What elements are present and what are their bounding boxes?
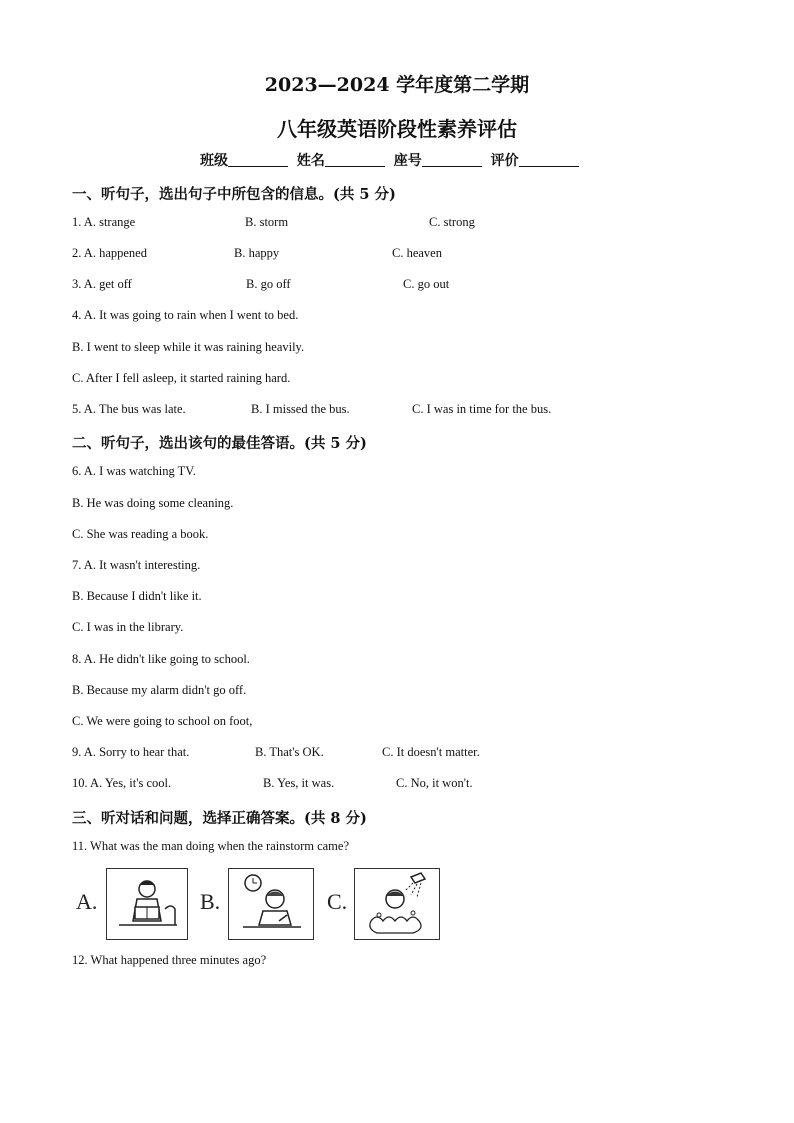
q3-option-b: B. go off <box>246 277 291 291</box>
q11-picture-c <box>354 868 440 940</box>
name-blank[interactable] <box>325 152 385 167</box>
q9-option-b: B. That's OK. <box>255 745 324 759</box>
q10-option-b: B. Yes, it was. <box>263 776 335 790</box>
exam-term-title: 2023—2024 学年度第二学期 <box>264 74 530 96</box>
man-reading-icon <box>107 869 187 939</box>
class-label: 班级 <box>200 153 228 169</box>
student-info-row <box>200 150 583 170</box>
q2-option-b: B. happy <box>234 246 280 260</box>
q7-option-a: 7. A. It wasn't interesting. <box>72 558 201 572</box>
q5-option-b: B. I missed the bus. <box>251 402 350 416</box>
q1-option-a: 1. A. strange <box>72 215 136 229</box>
grade-label: 评价 <box>490 153 519 169</box>
q8-option-b: B. Because my alarm didn't go off. <box>72 683 247 697</box>
section-1-heading: 一、听句子，选出句子中所包含的信息。(共 5 分) <box>72 186 396 203</box>
q11-picture-label-a: A. <box>76 889 98 914</box>
q2-option-c: C. heaven <box>392 246 442 260</box>
q2-option-a: 2. A. happened <box>72 246 147 260</box>
q7-option-b: B. Because I didn't like it. <box>72 589 202 603</box>
seat-label: 座号 <box>393 153 422 169</box>
q10-option-a: 10. A. Yes, it's cool. <box>72 776 172 790</box>
q11-picture-a <box>106 868 188 940</box>
q3-option-a: 3. A. get off <box>72 277 132 291</box>
grade-blank[interactable] <box>519 152 579 167</box>
q9-option-c: C. It doesn't matter. <box>382 745 480 759</box>
section-2-heading: 二、听句子，选出该句的最佳答语。(共 5 分) <box>72 435 367 452</box>
q1-option-c: C. strong <box>429 215 475 229</box>
section-3-heading: 三、听对话和问题，选择正确答案。(共 8 分) <box>72 810 367 827</box>
q3-option-c: C. go out <box>403 277 450 291</box>
q11-picture-b <box>228 868 314 940</box>
q5-option-c: C. I was in time for the bus. <box>412 402 552 416</box>
q7-option-c: C. I was in the library. <box>72 620 184 634</box>
q8-option-c: C. We were going to school on foot, <box>72 714 253 728</box>
q12-question: 12. What happened three minutes ago? <box>72 953 267 967</box>
q6-option-b: B. He was doing some cleaning. <box>72 496 234 510</box>
q4-option-b: B. I went to sleep while it was raining heavily. <box>72 340 305 354</box>
seat-blank[interactable] <box>422 152 482 167</box>
name-label: 姓名 <box>296 153 325 169</box>
q11-picture-label-c: C. <box>327 889 348 914</box>
q11-picture-label-b: B. <box>200 889 221 914</box>
q11-question: 11. What was the man doing when the rainstorm came? <box>72 839 350 853</box>
man-showering-icon <box>355 869 439 939</box>
q8-option-a: 8. A. He didn't like going to school. <box>72 652 250 666</box>
q6-option-c: C. She was reading a book. <box>72 527 209 541</box>
q4-option-c: C. After I fell asleep, it started raining hard. <box>72 371 291 385</box>
q1-option-b: B. storm <box>245 215 289 229</box>
class-blank[interactable] <box>228 152 288 167</box>
boy-writing-icon <box>229 869 313 939</box>
q6-option-a: 6. A. I was watching TV. <box>72 464 196 478</box>
q10-option-c: C. No, it won't. <box>396 776 473 790</box>
q9-option-a: 9. A. Sorry to hear that. <box>72 745 190 759</box>
q5-option-a: 5. A. The bus was late. <box>72 402 186 416</box>
q4-option-a: 4. A. It was going to rain when I went to bed. <box>72 308 299 322</box>
exam-title: 八年级英语阶段性素养评估 <box>277 117 517 141</box>
